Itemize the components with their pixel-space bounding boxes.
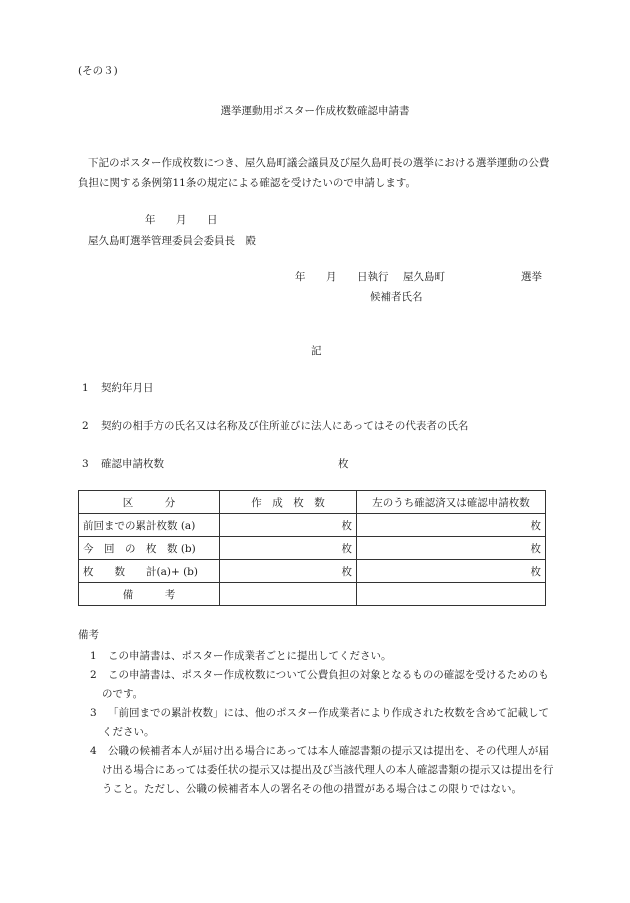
- note-item: [78, 704, 556, 742]
- row-label: 前回までの累計枚数 (a): [79, 514, 220, 537]
- table-row: [79, 583, 546, 606]
- election-year: 年: [295, 271, 306, 283]
- date-year: 年: [145, 214, 156, 226]
- row-confirmed-unit: 枚: [357, 514, 546, 537]
- item-1-num: 1: [82, 382, 89, 394]
- application-table: [78, 490, 546, 606]
- header-confirmed-count: 左のうち確認済又は確認申請枚数: [357, 491, 546, 514]
- note-item: [78, 666, 556, 704]
- note-item: [78, 647, 556, 666]
- row-label: 今 回 の 枚 数 (b): [79, 537, 220, 560]
- table-header-row: [79, 491, 546, 514]
- item-2-num: 2: [82, 420, 89, 432]
- document-title: 選挙運動用ポスター作成枚数確認申請書: [220, 105, 410, 117]
- table-row: [79, 560, 546, 583]
- note-number: 1: [90, 650, 97, 662]
- ki-heading: 記: [311, 345, 322, 357]
- table-row: [79, 537, 546, 560]
- row-label: 枚 数 計(a)+ (b): [79, 560, 220, 583]
- date-day: 日: [207, 214, 218, 226]
- election-town: 屋久島町: [403, 271, 445, 283]
- addressee: 屋久島町選挙管理委員会委員長 殿: [88, 235, 256, 247]
- item-3-num: 3: [82, 458, 89, 470]
- election-type: 選挙: [521, 271, 542, 283]
- item-3-label: 確認申請枚数: [101, 458, 164, 470]
- row-label: 備 考: [79, 583, 220, 606]
- row-confirmed-unit: [357, 583, 546, 606]
- item-2-label: 契約の相手方の氏名又は名称及び住所並びに法人にあってはその代表者の氏名: [101, 420, 469, 432]
- notes-section: [78, 626, 556, 799]
- item-1-label: 契約年月日: [101, 382, 154, 394]
- date-month: 月: [176, 214, 187, 226]
- item-3-unit: 枚: [338, 458, 349, 470]
- note-number: 3: [90, 707, 97, 719]
- candidate-name-label: 候補者氏名: [370, 291, 423, 303]
- note-text: この申請書は、ポスター作成枚数について公費負担の対象となるものの確認を受けるためのものです。: [102, 669, 549, 700]
- header-created-count: 作 成 枚 数: [220, 491, 357, 514]
- row-confirmed-unit: 枚: [357, 560, 546, 583]
- row-created-unit: 枚: [220, 514, 357, 537]
- note-text: 公職の候補者本人が届け出る場合にあっては本人確認書類の提示又は提出を、その代理人が届け出る場合にあっては委任状の提示又は提出及び当該代理人の本人確認書類の提示又は提出を行うこと。ただし、公職の候補者本人の署名その他の措置がある場合はこの限りではない。: [102, 745, 554, 795]
- election-month: 月: [326, 271, 337, 283]
- note-text: 「前回までの累計枚数」には、他のポスター作成業者により作成された枚数を含めて記載してください。: [102, 707, 549, 738]
- form-number: (その３): [78, 65, 118, 77]
- note-number: 2: [90, 669, 97, 681]
- note-item: [78, 742, 556, 799]
- election-day-exec: 日執行: [357, 271, 389, 283]
- intro-paragraph: 下記のポスター作成枚数につき、屋久島町議会議員及び屋久島町長の選挙における選挙運動の公費負担に関する条例第11条の規定による確認を受けたいので申請します。: [78, 157, 550, 189]
- header-category: 区 分: [79, 491, 220, 514]
- row-created-unit: [220, 583, 357, 606]
- row-created-unit: 枚: [220, 537, 357, 560]
- notes-heading: 備考: [78, 629, 99, 641]
- table-row: [79, 514, 546, 537]
- row-created-unit: 枚: [220, 560, 357, 583]
- note-number: 4: [90, 745, 97, 757]
- row-confirmed-unit: 枚: [357, 537, 546, 560]
- note-text: この申請書は、ポスター作成業者ごとに提出してください。: [108, 650, 392, 662]
